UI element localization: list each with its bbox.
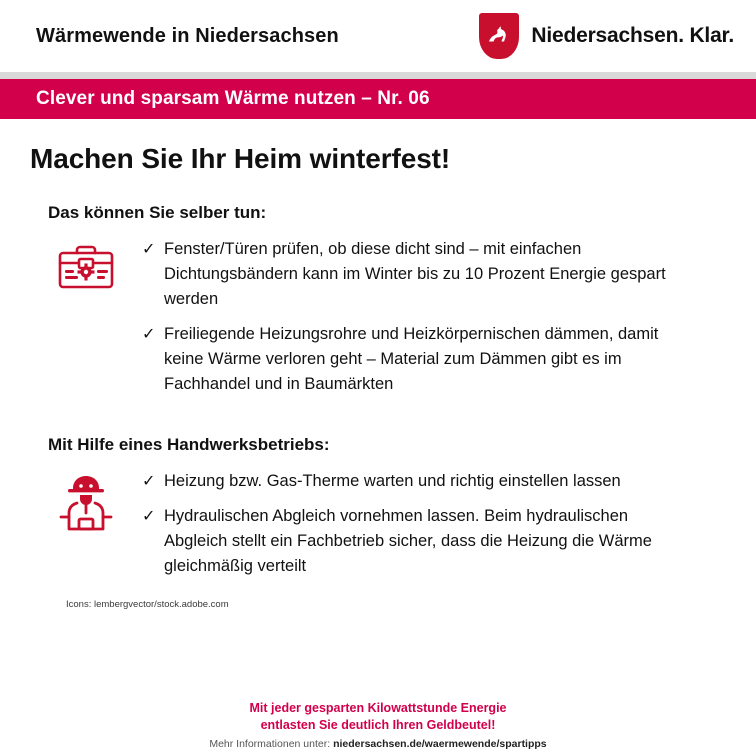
list-item [142,469,680,494]
toolbox-icon [30,237,142,299]
section-professional-help [30,435,726,589]
list-item [142,237,680,312]
brand-logo [479,13,734,59]
footer-slogan-line2: entlasten Sie deutlich Ihren Geldbeutel! [260,718,496,732]
list-item-text: Fenster/Türen prüfen, ob diese dicht sind – mit einfachen Dichtungsbändern kann im Winter bis zu 10 Prozent Energie gespart werden [164,240,666,308]
footer-link[interactable]: niedersachsen.de/waermewende/spartipps [333,738,547,750]
craftsman-worker-icon [30,469,142,537]
title-area [0,119,756,175]
section-self-help [30,203,726,407]
page-title: Wärmewende in Niedersachsen [36,24,339,47]
check-icon: ✓ [142,241,156,258]
page-footer [0,700,756,756]
lower-saxony-horse-crest-icon [479,13,519,59]
list-item [142,504,680,579]
list-item-text: Heizung bzw. Gas-Therme warten und richtig einstellen lassen [164,472,621,490]
kicker-band [0,79,756,119]
list-item [142,322,680,397]
list-item-text: Freiliegende Heizungsrohre und Heizkörpernischen dämmen, damit keine Wärme verloren geht – Material zum Dämmen gibt es im Fachhandel und in Baumärkten [164,325,659,393]
footer-note-prefix: Mehr Informationen unter: [209,738,334,750]
check-icon: ✓ [142,508,156,525]
content-area [0,203,756,610]
brand-text: Niedersachsen. Klar. [531,24,734,47]
page-header [0,0,756,72]
check-icon: ✓ [142,473,156,490]
bullet-list [142,237,726,407]
kicker-label: Clever und sparsam Wärme nutzen – Nr. 06 [36,88,430,109]
check-icon: ✓ [142,326,156,343]
header-divider [0,72,756,79]
section-heading: Das können Sie selber tun: [48,203,267,222]
footer-slogan-line1: Mit jeder gesparten Kilowattstunde Energie [249,701,507,715]
image-credit: Icons: lembergvector/stock.adobe.com [66,599,229,610]
bullet-list [142,469,726,589]
footer-note [0,738,756,750]
main-heading: Machen Sie Ihr Heim winterfest! [30,143,451,174]
section-heading: Mit Hilfe eines Handwerksbetriebs: [48,435,330,454]
list-item-text: Hydraulischen Abgleich vornehmen lassen. Beim hydraulischen Abgleich stellt ein Fachbetrieb sicher, dass die Heizung die Wärme gleichmäßig verteilt [164,507,652,575]
